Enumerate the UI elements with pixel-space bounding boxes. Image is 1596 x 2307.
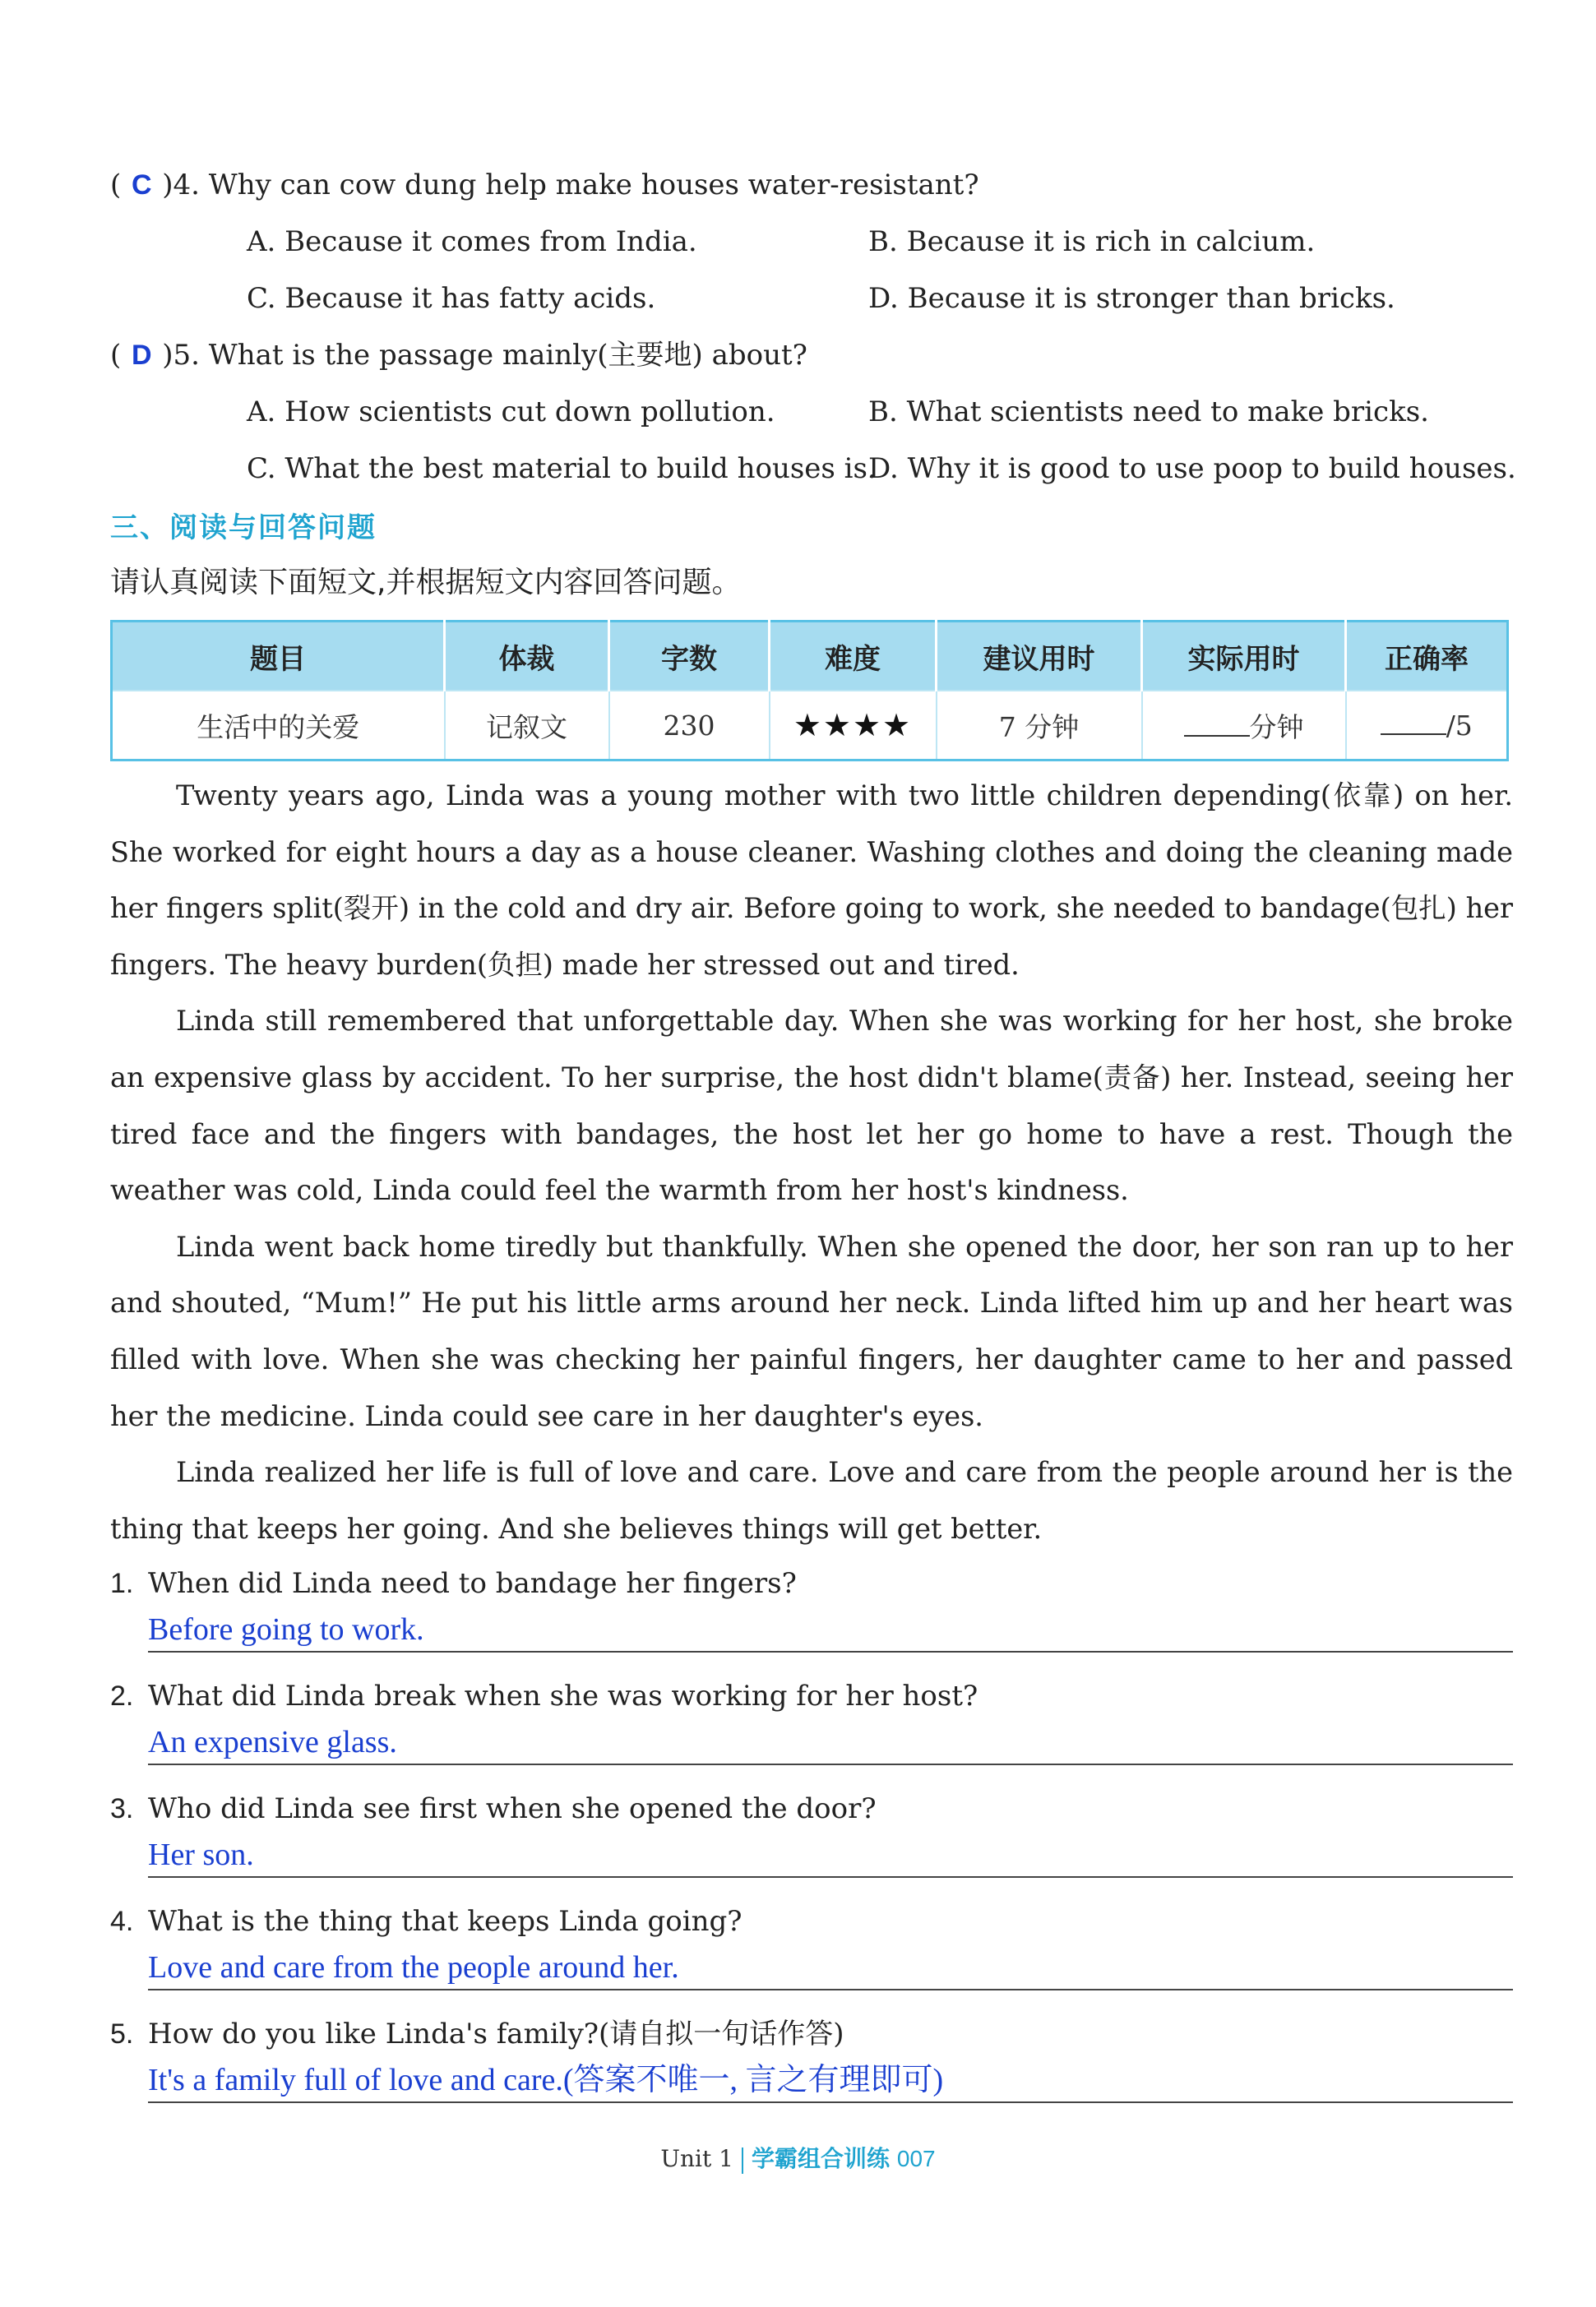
question-text: What is the thing that keeps Linda going? xyxy=(148,1905,742,1938)
table-header: 正确率 xyxy=(1346,622,1508,691)
table-header: 题目 xyxy=(112,622,445,691)
actual-time-unit: 分钟 xyxy=(1249,710,1304,743)
question-text: When did Linda need to bandage her fingers? xyxy=(148,1567,797,1600)
question-item-4 xyxy=(110,1903,1513,1990)
table-header-row xyxy=(112,622,1508,691)
mcq-option: D. Because it is stronger than bricks. xyxy=(868,282,1395,315)
question-number: 2. xyxy=(110,1681,134,1712)
actual-time-blank[interactable] xyxy=(1184,710,1250,737)
mcq-option: D. Why it is good to use poop to build houses. xyxy=(868,452,1516,485)
accuracy-blank[interactable] xyxy=(1381,709,1446,735)
mcq-option: A. How scientists cut down pollution. xyxy=(247,395,775,428)
mcq-option: C. Because it has fatty acids. xyxy=(247,282,656,315)
question-text: How do you like Linda's family?(请自拟一句话作答) xyxy=(148,2018,844,2050)
cell-difficulty xyxy=(770,691,937,761)
passage-paragraph: Linda went back home tiredly but thankfully. When she opened the door, her son ran up to her and shouted, “Mum!” He put his little arms around her neck. Linda lifted him up and her heart was filled with love. When she was checking her painful fingers, her daughter came to her and passed her the medicine. Linda could see care in her daughter's eyes. xyxy=(110,1230,1513,1432)
reading-passage xyxy=(110,768,1513,1557)
table-header: 体裁 xyxy=(445,622,609,691)
footer-divider xyxy=(742,2147,743,2174)
accuracy-total: /5 xyxy=(1446,710,1473,742)
table-header: 难度 xyxy=(770,622,937,691)
mcq-question-text: )5. What is the passage mainly(主要地) about? xyxy=(162,339,807,372)
answer-line[interactable]: It's a family full of love and care.(答案不唯一, 言之有理即可) xyxy=(148,2060,1513,2103)
cell-words: 230 xyxy=(609,691,770,761)
table-header: 建议用时 xyxy=(937,622,1142,691)
question-number: 4. xyxy=(110,1906,134,1937)
mcq-option: B. What scientists need to make bricks. xyxy=(868,395,1429,428)
cell-topic: 生活中的关爱 xyxy=(112,691,445,761)
question-item-2 xyxy=(110,1678,1513,1765)
table-header: 实际用时 xyxy=(1142,622,1346,691)
section-instruction: 请认真阅读下面短文,并根据短文内容回答问题。 xyxy=(110,566,742,599)
mcq-question-text: )4. Why can cow dung help make houses water-resistant? xyxy=(162,169,979,201)
difficulty-stars: ★★★★ xyxy=(793,707,913,743)
mcq-answer: D xyxy=(131,340,152,371)
mcq-question-5: ( D )5. What is the passage mainly(主要地) about? xyxy=(110,339,807,372)
question-text: What did Linda break when she was working for her host? xyxy=(148,1680,978,1713)
mcq-option: C. What the best material to build houses is. xyxy=(247,452,877,485)
mcq-question-4: ( C )4. Why can cow dung help make houses water-resistant? xyxy=(110,169,979,201)
question-text: Who did Linda see first when she opened the door? xyxy=(148,1792,877,1825)
cell-actual-time[interactable] xyxy=(1142,691,1346,761)
question-item-5 xyxy=(110,2016,1513,2103)
cell-suggested-time: 7 分钟 xyxy=(937,691,1142,761)
table-row xyxy=(112,691,1508,761)
passage-paragraph: Linda realized her life is full of love and care. Love and care from the people around her is the thing that keeps her going. And she believes things will get better. xyxy=(110,1456,1513,1545)
question-number: 3. xyxy=(110,1793,134,1824)
footer-unit: Unit 1 xyxy=(660,2145,733,2172)
cell-accuracy[interactable] xyxy=(1346,691,1508,761)
cell-genre: 记叙文 xyxy=(445,691,609,761)
answer-line[interactable]: Love and care from the people around her. xyxy=(148,1948,1513,1990)
mcq-answer: C xyxy=(131,169,152,201)
mcq-option: B. Because it is rich in calcium. xyxy=(868,225,1316,258)
page-number: 007 xyxy=(896,2146,936,2171)
table-header: 字数 xyxy=(609,622,770,691)
question-number: 5. xyxy=(110,2018,134,2050)
answer-line[interactable]: An expensive glass. xyxy=(148,1722,1513,1765)
passage-paragraph: Twenty years ago, Linda was a young mother with two little children depending(依靠) on her. She worked for eight hours a day as a house cleaner. Washing clothes and doing the cleaning made her fingers split(裂开) in the cold and dry air. Before going to work, she needed to bandage(包扎) her fingers. The heavy burden(负担) made her stressed out and tired. xyxy=(110,779,1513,981)
section-title: 三、阅读与回答问题 xyxy=(110,511,377,544)
question-item-3 xyxy=(110,1791,1513,1878)
passage-paragraph: Linda still remembered that unforgettable day. When she was working for her host, she broke an expensive glass by accident. To her surprise, the host didn't blame(责备) her. Instead, seeing her tired face and the fingers with bandages, the host let her go home to have a rest. Though the weather was cold, Linda could feel the warmth from her host's kindness. xyxy=(110,1005,1513,1207)
page-footer xyxy=(0,2141,1596,2174)
mcq-option: A. Because it comes from India. xyxy=(247,225,697,258)
question-number: 1. xyxy=(110,1568,134,1599)
question-item-1 xyxy=(110,1565,1513,1653)
footer-brand: 学霸组合训练 xyxy=(751,2145,890,2172)
answer-line[interactable]: Her son. xyxy=(148,1835,1513,1878)
reading-info-table xyxy=(110,620,1509,761)
answer-line[interactable]: Before going to work. xyxy=(148,1610,1513,1653)
